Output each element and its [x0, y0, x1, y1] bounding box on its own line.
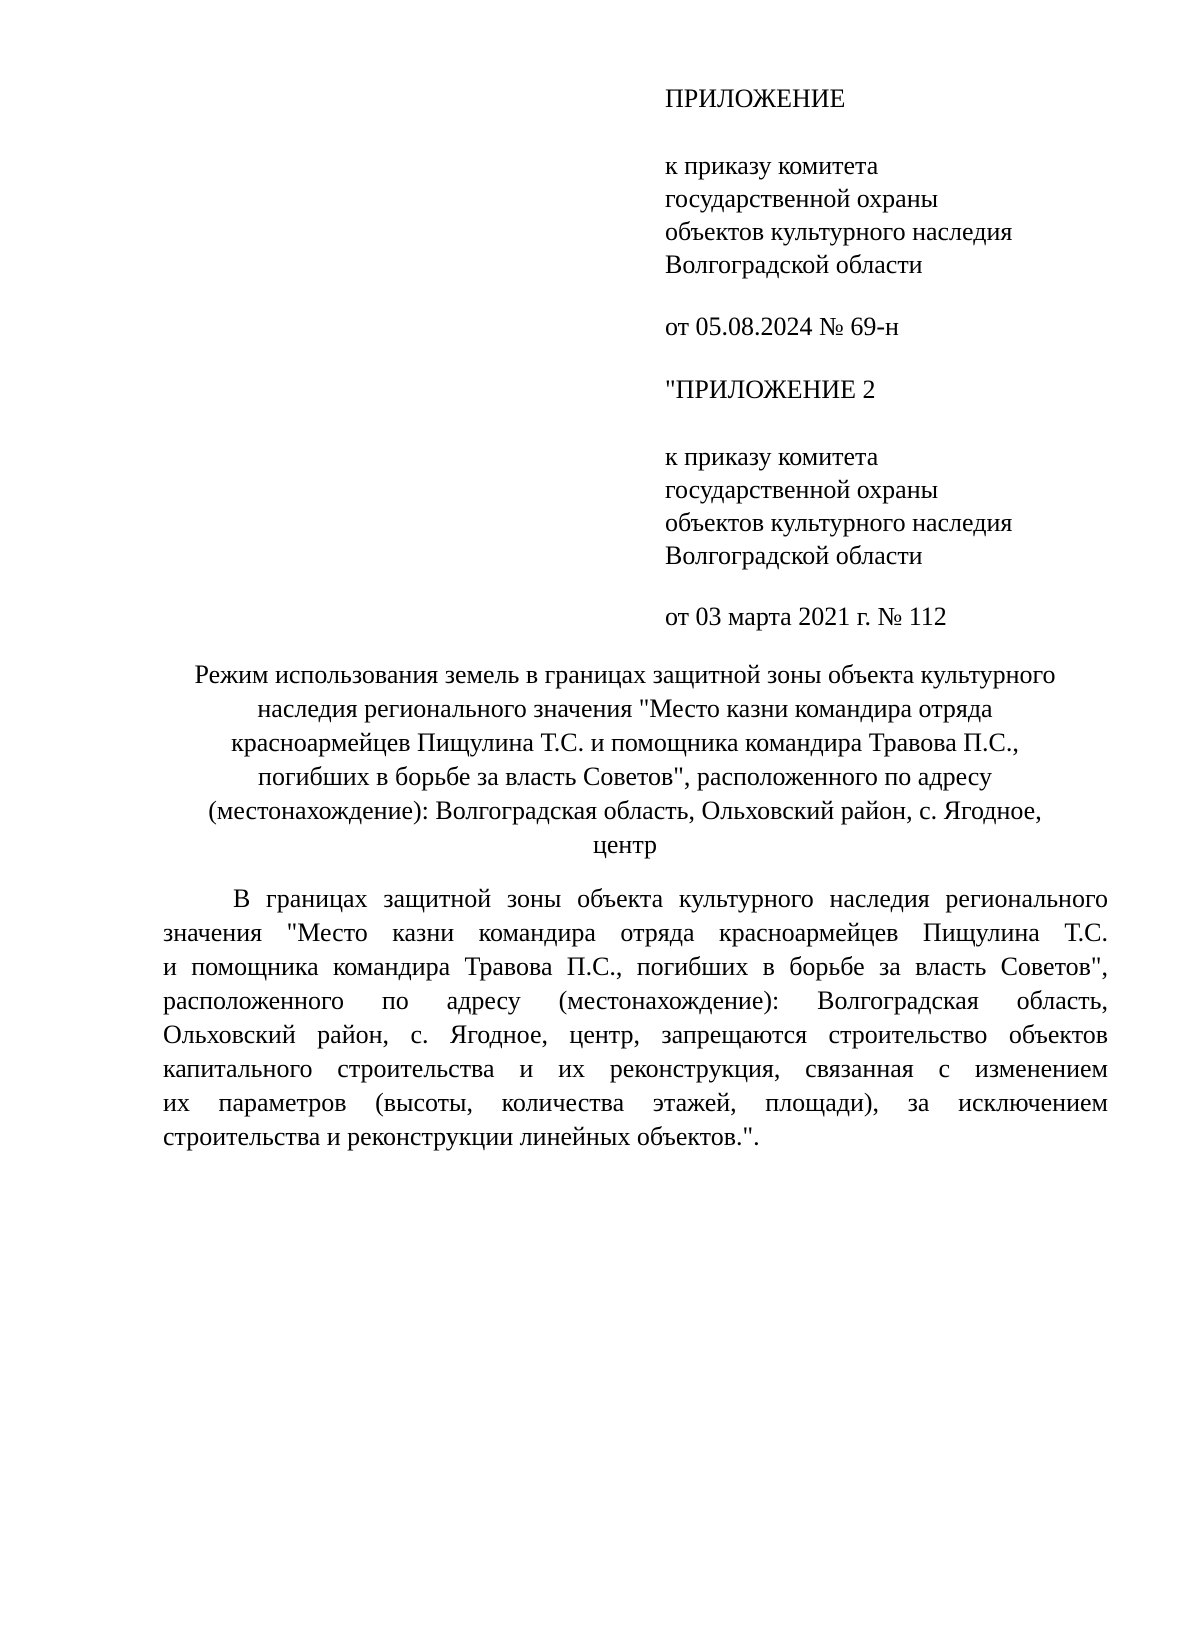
body-line: капитального строительства и их реконструкция, связанная с изменением [163, 1054, 1108, 1083]
appendix-original-ref-line: Волгоградской области [665, 541, 923, 570]
appendix-current-title-text: ПРИЛОЖЕНИЕ [665, 84, 846, 113]
document-title-line: (местонахождение): Волгоградская область, Ольховский район, с. Ягодное, [208, 796, 1042, 825]
body-line: значения "Место казни командира отряда красноармейцев Пищулина Т.С. [163, 918, 1108, 947]
body-line: строительства и реконструкции линейных объектов.". [163, 1122, 760, 1151]
appendix-current-ref-line: Волгоградской области [665, 250, 923, 279]
document-title-line: центр [592, 830, 658, 859]
appendix-current-reference [665, 149, 1145, 281]
appendix-current-date-text: от 05.08.2024 № 69-н [665, 312, 899, 341]
body-line: В границах защитной зоны объекта культурного наследия регионального [233, 884, 1108, 913]
body-line: и помощника командира Травова П.С., погибших в борьбе за власть Советов", [163, 952, 1108, 981]
body-line: расположенного по адресу (местонахождение): Волгоградская область, [163, 986, 1108, 1015]
appendix-current-ref-line: к приказу комитета [665, 151, 879, 180]
appendix-original-ref-line: к приказу комитета [665, 442, 879, 471]
document-title-line: наследия регионального значения "Место казни командира отряда [257, 694, 993, 723]
document-title [130, 658, 1120, 862]
document-title-line: красноармейцев Пищулина Т.С. и помощника командира Травова П.С., [231, 728, 1019, 757]
appendix-original-ref-line: объектов культурного наследия [665, 508, 1013, 537]
appendix-current-title [665, 82, 1145, 115]
body-line: их параметров (высоты, количества этажей, площади), за исключением [163, 1088, 1108, 1117]
appendix-original-ref-line: государственной охраны [665, 475, 939, 504]
appendix-current-ref-line: объектов культурного наследия [665, 217, 1013, 246]
body-paragraph [163, 882, 1108, 1154]
appendix-original-title-text: "ПРИЛОЖЕНИЕ 2 [665, 375, 876, 404]
appendix-original-date-text: от 03 марта 2021 г. № 112 [665, 602, 947, 631]
appendix-original-reference [665, 440, 1145, 572]
document-title-line: погибших в борьбе за власть Советов", расположенного по адресу [258, 762, 992, 791]
appendix-original-date [665, 600, 1145, 633]
appendix-current-ref-line: государственной охраны [665, 184, 939, 213]
document-title-line: Режим использования земель в границах защитной зоны объекта культурного [194, 660, 1056, 689]
body-line: Ольховский район, с. Ягодное, центр, запрещаются строительство объектов [163, 1020, 1108, 1049]
appendix-current-date [665, 310, 1145, 343]
appendix-original-title [665, 373, 1145, 406]
